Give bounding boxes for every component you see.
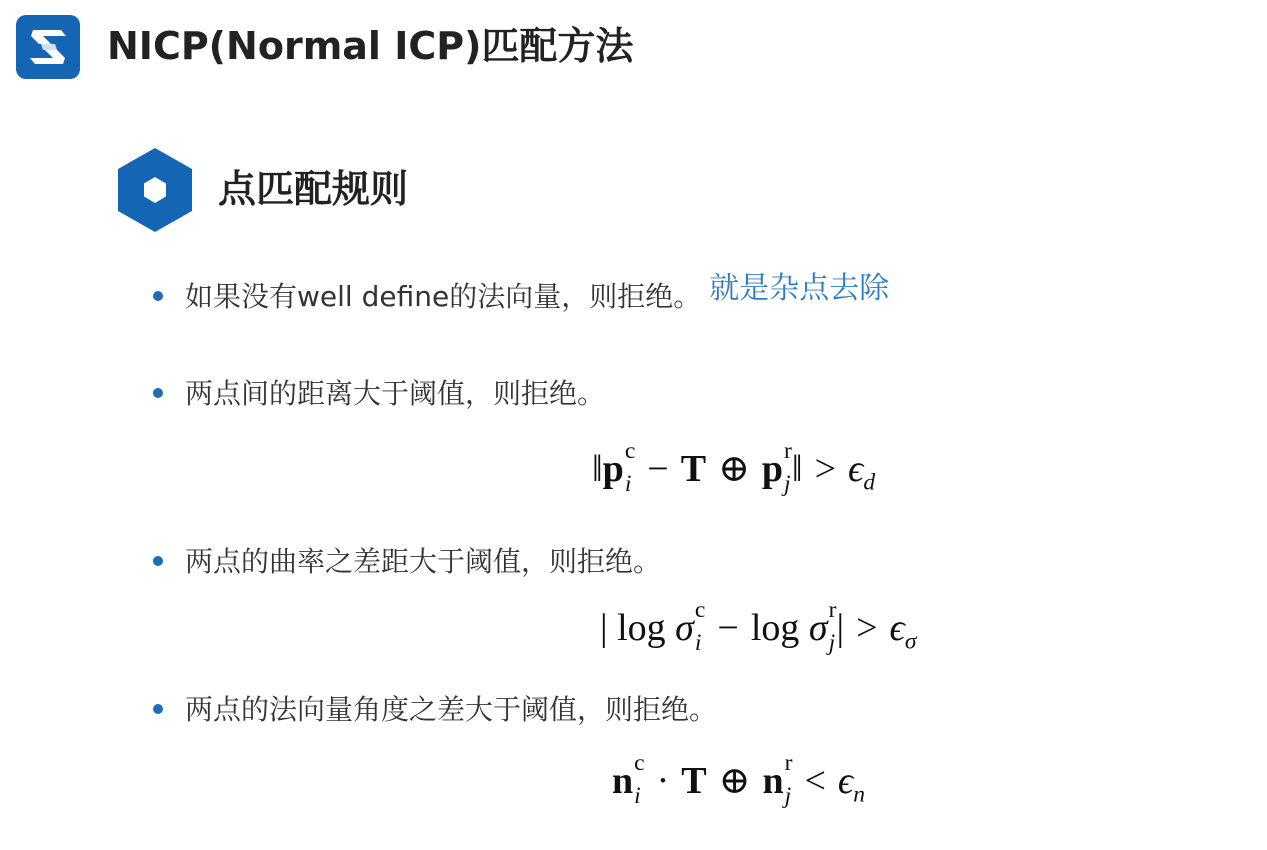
rule-text: 两点间的距离大于阈值，则拒绝。 — [185, 377, 606, 410]
bullet-icon — [153, 556, 163, 566]
rule-text: 如果没有well define的法向量，则拒绝。 — [185, 280, 702, 313]
rule-item — [153, 690, 717, 730]
rule-note: 就是杂点去除 — [709, 271, 890, 306]
bullet-icon — [153, 291, 163, 301]
rule-text: 两点的曲率之差距大于阈值，则拒绝。 — [185, 545, 662, 578]
bullet-icon — [153, 704, 163, 714]
bullet-icon — [153, 388, 163, 398]
section-title: 点匹配规则 — [218, 167, 409, 211]
s-logo-icon — [16, 15, 80, 79]
rule-item — [153, 374, 605, 414]
curvature-formula: | log σ c i − log σ r j | > $\epsilon_\sigma$ — [600, 597, 917, 657]
normal-formula: n c i · T ⊕ n r j < $\epsilon_n$ — [612, 750, 865, 810]
distance-formula: ‖p c i − T ⊕ p r j ‖ > $\epsilon_d$ — [592, 438, 876, 498]
page-title: NICP(Normal ICP)匹配方法 — [107, 24, 634, 68]
hexagon-icon — [118, 148, 192, 232]
rule-text: 两点的法向量角度之差大于阈值，则拒绝。 — [185, 693, 718, 726]
rule-item — [153, 542, 661, 582]
rule-item — [153, 271, 890, 317]
